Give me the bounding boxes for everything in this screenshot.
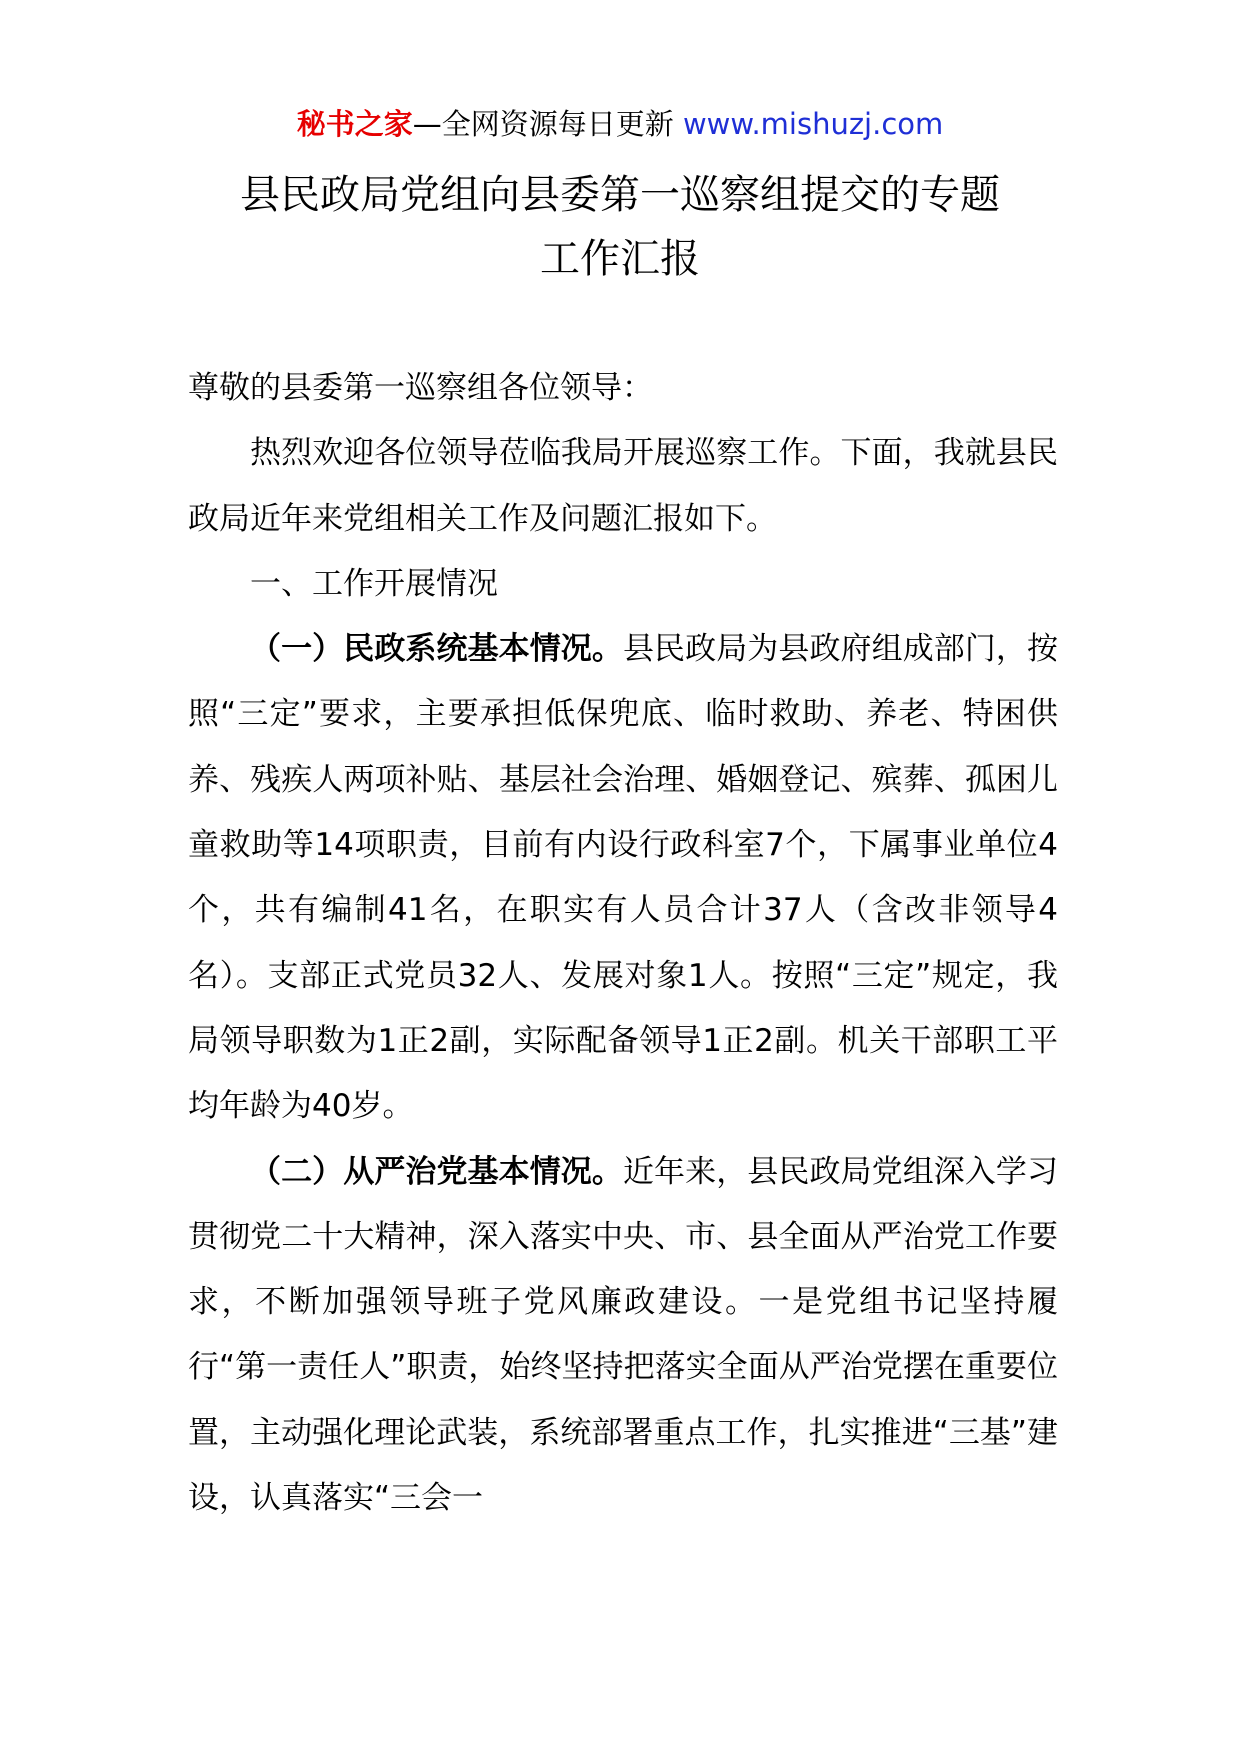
brand-name: 秘书之家 <box>296 107 413 141</box>
site-header <box>0 104 1240 144</box>
section-heading: 一、工作开展情况 <box>250 565 498 602</box>
subsection-1-text: 县民政局为县政府组成部门，按照“三定”要求，主要承担低保兜底、临时救助、养老、特困供养、残疾人两项补贴、基层社会治理、婚姻登记、殡葬、孤困儿童救助等14项职责，目前有内设行政科室7个，下属事业单位4个，共有编制41名，在职实有人员合计37人（含改非领导4名）。支部正式党员32人、发展对象1人。按照“三定”规定，我局领导职数为1正2副，实际配备领导1正2副。机关干部职工平均年龄为40岁。 <box>188 631 1059 1125</box>
header-slogan: —全网资源每日更新 <box>412 107 674 141</box>
subsection-1-heading: （一）民政系统基本情况。 <box>250 631 623 668</box>
intro-paragraph: 热烈欢迎各位领导莅临我局开展巡察工作。下面，我就县民政局近年来党组相关工作及问题汇报如下。 <box>188 435 1058 537</box>
subsection-2-heading: （二）从严治党基本情况。 <box>250 1153 623 1190</box>
document-body <box>188 356 1058 1531</box>
document-title <box>150 163 1090 291</box>
title-line-1: 县民政局党组向县委第一巡察组提交的专题 <box>240 172 1000 218</box>
subsection-1-paragraph <box>188 617 1058 1139</box>
site-url-link[interactable]: www.mishuzj.com <box>682 107 944 141</box>
subsection-2-text: 近年来，县民政局党组深入学习贯彻党二十大精神，深入落实中央、市、县全面从严治党工作要求，不断加强领导班子党风廉政建设。一是党组书记坚持履行“第一责任人”职责，始终坚持把落实全面从严治党摆在重要位置，主动强化理论武装，系统部署重点工作，扎实推进“三基”建设，认真落实“三会一 <box>188 1153 1059 1517</box>
subsection-2-paragraph <box>188 1140 1058 1532</box>
salutation: 尊敬的县委第一巡察组各位领导： <box>188 370 653 406</box>
title-line-2: 工作汇报 <box>540 236 700 282</box>
